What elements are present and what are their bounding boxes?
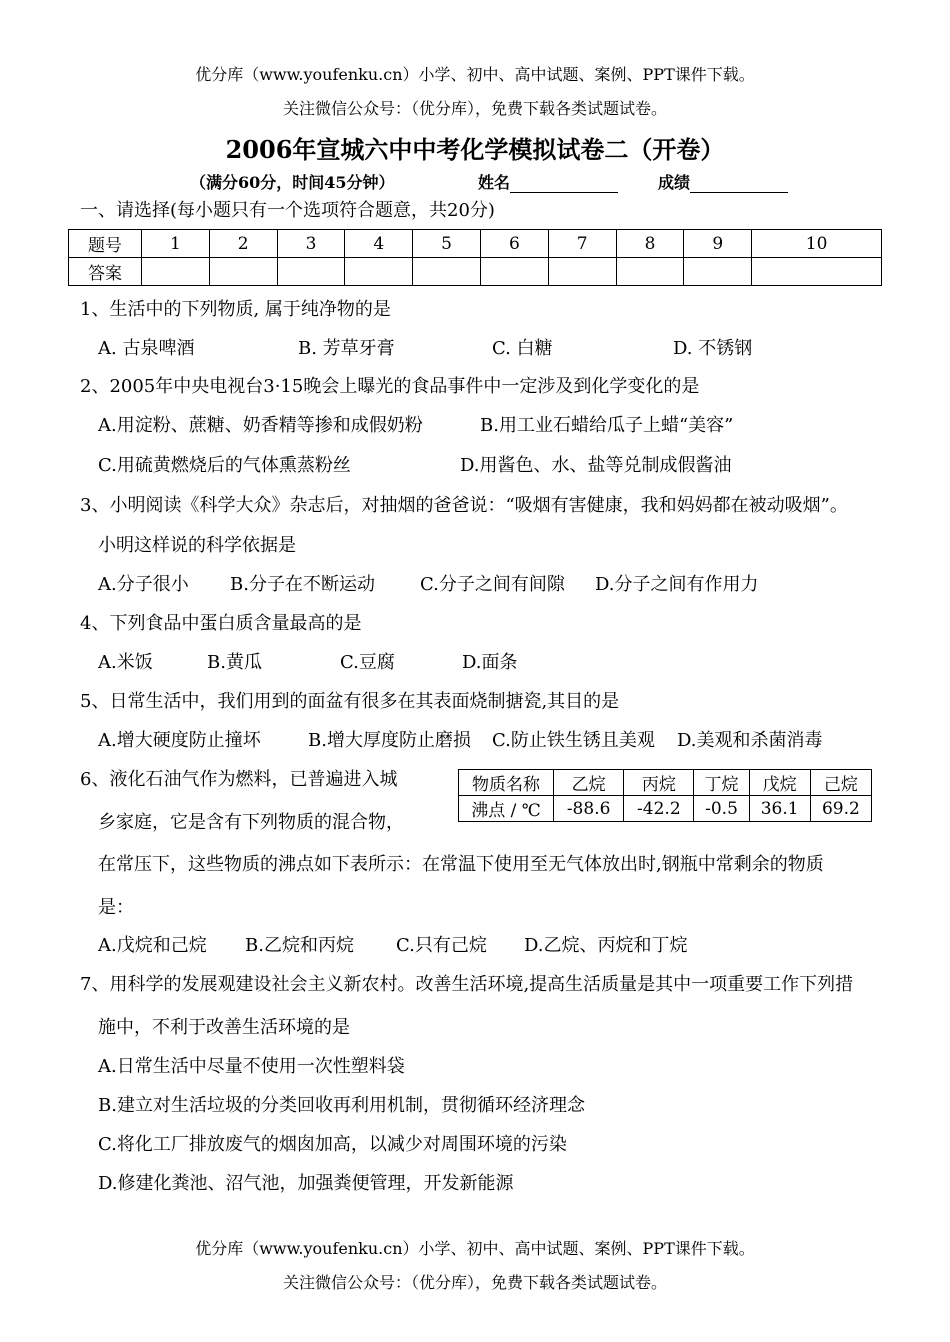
page-title: 2006年宣城六中中考化学模拟试卷二（开卷） (225, 135, 725, 164)
table-cell: -88.6 (554, 796, 624, 822)
q7-option-c[interactable]: C.将化工厂排放废气的烟囱加高，以减少对周围环境的污染 (98, 1134, 567, 1155)
question-4-stem: 4、下列食品中蛋白质含量最高的是 (80, 613, 362, 634)
q5-option-a[interactable]: A.增大硬度防止撞坏 (98, 730, 261, 751)
answer-cell[interactable] (142, 258, 210, 286)
score-time: （满分60分，时间45分钟） (190, 173, 395, 192)
table-cell: -0.5 (694, 796, 749, 822)
grade-field (658, 170, 788, 193)
q2-option-c[interactable]: C.用硫黄燃烧后的气体熏蒸粉丝 (98, 455, 351, 476)
table-cell: 69.2 (810, 796, 871, 822)
answer-cell[interactable] (752, 258, 882, 286)
question-number: 5 (413, 230, 481, 258)
q1-option-c[interactable]: C. 白糖 (492, 338, 553, 359)
q1-option-d[interactable]: D. 不锈钢 (673, 338, 753, 359)
grade-label: 成绩 (658, 173, 691, 192)
question-number: 7 (548, 230, 616, 258)
q2-option-b[interactable]: B.用工业石蜡给瓜子上蜡“美容” (480, 415, 734, 436)
table-header-cell: 丁烷 (694, 770, 749, 796)
table-row (459, 796, 872, 822)
answer-cell[interactable] (616, 258, 684, 286)
question-6-stem-cont: 乡家庭，它是含有下列物质的混合物， (98, 812, 404, 833)
q4-option-d[interactable]: D.面条 (462, 652, 518, 673)
grade-blank[interactable] (690, 174, 788, 193)
answer-cell[interactable] (277, 258, 345, 286)
q3-option-d[interactable]: D.分子之间有作用力 (595, 574, 759, 595)
question-6-stem: 6、液化石油气作为燃料，已普遍进入城 (80, 769, 398, 790)
table-header-cell: 物质名称 (459, 770, 554, 796)
table-header-cell: 戊烷 (749, 770, 810, 796)
question-7-stem-cont: 施中，不利于改善生活环境的是 (98, 1017, 350, 1038)
question-number: 8 (616, 230, 684, 258)
row-label: 题号 (69, 230, 142, 258)
table-header-cell: 乙烷 (554, 770, 624, 796)
question-1-stem: 1、生活中的下列物质, 属于纯净物的是 (80, 299, 391, 320)
question-5-stem: 5、日常生活中，我们用到的面盆有很多在其表面烧制搪瓷,其目的是 (80, 691, 620, 712)
table-row (69, 258, 882, 286)
question-7-stem: 7、用科学的发展观建设社会主义新农村。改善生活环境,提高生活质量是其中一项重要工作下列措 (80, 974, 854, 995)
name-field (478, 170, 618, 193)
boiling-point-table (458, 769, 872, 822)
q7-option-b[interactable]: B.建立对生活垃圾的分类回收再利用机制，贯彻循环经济理念 (98, 1095, 585, 1116)
q4-option-a[interactable]: A.米饭 (98, 652, 153, 673)
q3-option-a[interactable]: A.分子很小 (98, 574, 189, 595)
section-heading: 一、请选择(每小题只有一个选项符合题意，共20分) (80, 200, 495, 221)
q2-option-a[interactable]: A.用淀粉、蔗糖、奶香精等掺和成假奶粉 (98, 415, 423, 436)
header-line-2: 关注微信公众号：（优分库），免费下载各类试题试卷。 (282, 99, 667, 118)
q6-option-c[interactable]: C.只有己烷 (396, 935, 487, 956)
q5-option-c[interactable]: C.防止铁生锈且美观 (492, 730, 655, 751)
question-3-stem-cont: 小明这样说的科学依据是 (98, 535, 296, 556)
table-header-cell: 己烷 (810, 770, 871, 796)
answer-cell[interactable] (345, 258, 413, 286)
name-label: 姓名 (478, 173, 511, 192)
q5-option-d[interactable]: D.美观和杀菌消毒 (677, 730, 823, 751)
question-number: 10 (752, 230, 882, 258)
q7-option-d[interactable]: D.修建化粪池、沼气池，加强粪便管理，开发新能源 (98, 1173, 514, 1194)
question-number: 9 (684, 230, 752, 258)
name-blank[interactable] (510, 174, 618, 193)
answer-cell[interactable] (413, 258, 481, 286)
q6-option-b[interactable]: B.乙烷和丙烷 (245, 935, 354, 956)
question-number: 3 (277, 230, 345, 258)
answer-cell[interactable] (480, 258, 548, 286)
question-number: 2 (209, 230, 277, 258)
header-line-1: 优分库（www.youfenku.cn）小学、初中、高中试题、案例、PPT课件下载。 (195, 65, 755, 84)
q7-option-a[interactable]: A.日常生活中尽量不使用一次性塑料袋 (98, 1056, 405, 1077)
question-2-stem: 2、2005年中央电视台3·15晚会上曝光的食品事件中一定涉及到化学变化的是 (80, 376, 700, 397)
question-6-stem-cont3: 是： (98, 897, 134, 918)
table-header-cell: 丙烷 (624, 770, 694, 796)
footer-line-1: 优分库（www.youfenku.cn）小学、初中、高中试题、案例、PPT课件下载。 (195, 1239, 755, 1258)
footer-line-2: 关注微信公众号：（优分库），免费下载各类试题试卷。 (282, 1273, 667, 1292)
answer-table (68, 229, 882, 286)
question-3-stem: 3、小明阅读《科学大众》杂志后，对抽烟的爸爸说：“吸烟有害健康，我和妈妈都在被动吸烟”。 (80, 495, 848, 516)
q4-option-b[interactable]: B.黄瓜 (207, 652, 262, 673)
question-number: 4 (345, 230, 413, 258)
table-cell: 沸点 / ℃ (459, 796, 554, 822)
table-cell: 36.1 (749, 796, 810, 822)
q5-option-b[interactable]: B.增大厚度防止磨损 (308, 730, 471, 751)
row-label: 答案 (69, 258, 142, 286)
q6-option-a[interactable]: A.戊烷和己烷 (98, 935, 207, 956)
question-number: 1 (142, 230, 210, 258)
question-6-stem-cont2: 在常压下，这些物质的沸点如下表所示：在常温下使用至无气体放出时,钢瓶中常剩余的物质 (98, 854, 824, 875)
answer-cell[interactable] (548, 258, 616, 286)
question-number: 6 (480, 230, 548, 258)
q4-option-c[interactable]: C.豆腐 (340, 652, 395, 673)
q3-option-c[interactable]: C.分子之间有间隙 (420, 574, 565, 595)
table-row (69, 230, 882, 258)
answer-cell[interactable] (684, 258, 752, 286)
q3-option-b[interactable]: B.分子在不断运动 (230, 574, 375, 595)
q1-option-a[interactable]: A. 古泉啤酒 (98, 338, 195, 359)
answer-cell[interactable] (209, 258, 277, 286)
table-cell: -42.2 (624, 796, 694, 822)
q1-option-b[interactable]: B. 芳草牙膏 (298, 338, 395, 359)
q6-option-d[interactable]: D.乙烷、丙烷和丁烷 (524, 935, 688, 956)
table-row (459, 770, 872, 796)
q2-option-d[interactable]: D.用酱色、水、盐等兑制成假酱油 (460, 455, 732, 476)
